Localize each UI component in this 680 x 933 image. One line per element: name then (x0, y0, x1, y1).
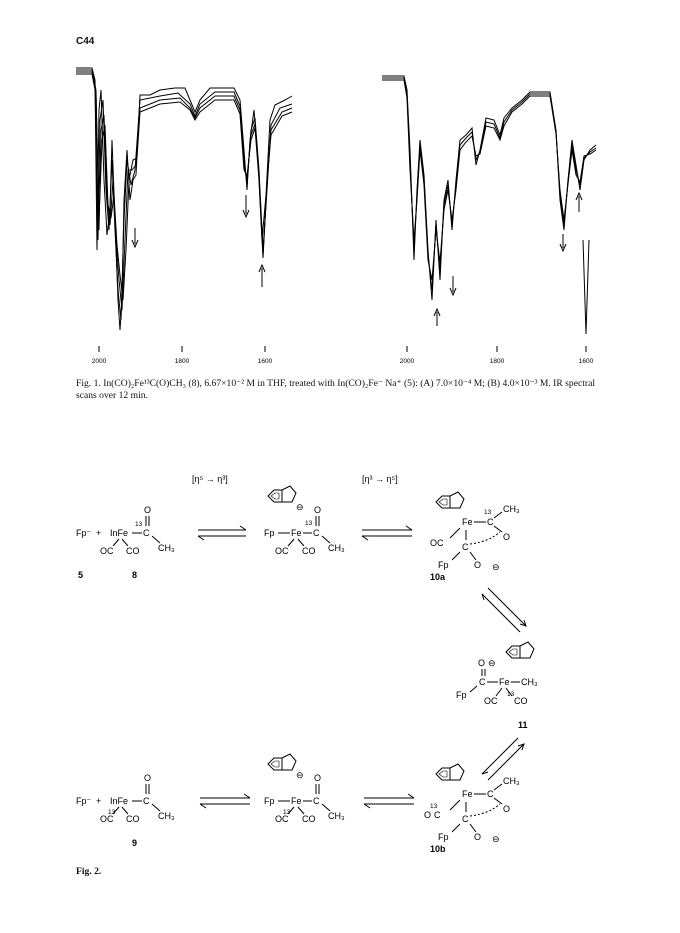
svg-text:CH₃: CH₃ (503, 504, 520, 514)
equilibrium-arrow (362, 526, 412, 540)
fig2-scheme (0, 440, 680, 860)
svg-text:C: C (487, 517, 494, 527)
svg-text:CH₃: CH₃ (158, 811, 175, 821)
svg-text:Fe: Fe (291, 528, 302, 538)
svg-text:OC: OC (275, 814, 289, 824)
intermediate-eta3-13co (264, 754, 345, 824)
svg-text:CH₃: CH₃ (328, 811, 345, 821)
svg-text:O: O (503, 532, 511, 542)
svg-text:OC: OC (100, 814, 114, 824)
svg-text:+: + (96, 796, 102, 806)
page-label: C44 (76, 36, 95, 47)
svg-text:CO: CO (302, 546, 316, 556)
svg-text:Fp: Fp (438, 832, 449, 842)
fig1-spectra (0, 0, 680, 380)
equilibrium-arrow (364, 794, 414, 808)
svg-text:Fp: Fp (264, 528, 275, 538)
fig1-panel-a-tick: 2000 (91, 358, 107, 365)
svg-text:13: 13 (507, 691, 515, 698)
svg-text:O: O (478, 658, 486, 668)
fig1-panel-a-trace (76, 74, 292, 300)
equilibrium-arrow (482, 738, 524, 780)
svg-text:CO: CO (302, 814, 316, 824)
svg-text:InFe: InFe (110, 796, 129, 806)
svg-text:13: 13 (283, 809, 291, 816)
fig1-panel-a (76, 68, 292, 352)
svg-text:C: C (479, 677, 486, 687)
fig1-panel-b-tick: 2000 (399, 358, 415, 365)
svg-text:O: O (424, 810, 432, 820)
svg-text:Fp: Fp (456, 690, 467, 700)
svg-text:CH₃: CH₃ (158, 543, 175, 553)
compound-10a (430, 492, 520, 582)
compound-5-8 (76, 505, 175, 580)
svg-text:InFe: InFe (110, 528, 129, 538)
compound-label: 10a (430, 572, 446, 582)
svg-text:Fe: Fe (291, 796, 302, 806)
fig2-arrow-label: [η⁵ → η³] (192, 474, 228, 484)
svg-text:Fe: Fe (462, 517, 473, 527)
compound-label: 5 (78, 570, 84, 580)
svg-text:C: C (313, 796, 320, 806)
svg-text:+: + (96, 528, 102, 538)
svg-text:Fp⁻: Fp⁻ (76, 528, 92, 538)
compound-5-9 (76, 773, 175, 848)
fig1-panel-a-tick: 1600 (257, 358, 273, 365)
fig1-panel-b-peak (583, 240, 589, 334)
svg-text:OC: OC (275, 546, 289, 556)
svg-text:OC: OC (100, 546, 114, 556)
svg-text:CH₃: CH₃ (328, 543, 345, 553)
svg-text:⊖: ⊖ (492, 562, 500, 572)
svg-text:Fp: Fp (264, 796, 275, 806)
compound-label: 9 (132, 838, 138, 848)
svg-text:⊖: ⊖ (296, 770, 304, 780)
svg-text:13: 13 (305, 520, 313, 527)
svg-text:C: C (143, 528, 150, 538)
svg-text:C: C (434, 810, 441, 820)
svg-text:C: C (313, 528, 320, 538)
compound-10b (424, 764, 520, 854)
svg-text:⊖: ⊖ (488, 658, 496, 668)
compound-label: 10b (430, 844, 446, 854)
fig1-panel-b-tick: 1600 (578, 358, 594, 365)
svg-text:O: O (474, 560, 482, 570)
svg-text:CO: CO (126, 814, 140, 824)
svg-text:O: O (503, 804, 511, 814)
svg-text:O: O (314, 773, 322, 783)
svg-text:Fp: Fp (438, 560, 449, 570)
svg-text:OC: OC (484, 696, 498, 706)
svg-text:13: 13 (430, 803, 438, 810)
svg-text:OC: OC (430, 538, 444, 548)
equilibrium-arrow (482, 588, 526, 632)
svg-text:⊖: ⊖ (492, 834, 500, 844)
compound-label: 8 (132, 570, 138, 580)
svg-text:O: O (144, 773, 152, 783)
compound-label: 11 (518, 720, 528, 730)
compound-11 (456, 642, 538, 730)
svg-text:O: O (474, 832, 482, 842)
fig1-panel-b-tick: 1800 (489, 358, 505, 365)
svg-text:Fe: Fe (462, 789, 473, 799)
svg-text:C: C (143, 796, 150, 806)
svg-text:13: 13 (484, 509, 492, 516)
fig1-panel-a-tick: 1800 (174, 358, 190, 365)
svg-text:CO: CO (126, 546, 140, 556)
svg-text:CH₃: CH₃ (521, 677, 538, 687)
fig2-caption: Fig. 2. (76, 866, 102, 877)
svg-text:C: C (462, 814, 469, 824)
svg-text:CH₃: CH₃ (503, 776, 520, 786)
svg-text:13: 13 (108, 809, 116, 816)
svg-text:C: C (487, 789, 494, 799)
equilibrium-arrow (198, 526, 246, 540)
fig1-caption: Fig. 1. In(CO)₂Fe¹³C(O)CH₃ (8), 6.67×10⁻² M in THF, treated with In(CO)₂Fe⁻ Na⁺ (5): (A) 7.0×10⁻⁴ M; (B) 4.0×10⁻³ M. IR spectral scans over 12 min. (76, 378, 596, 401)
svg-text:Fp⁻: Fp⁻ (76, 796, 92, 806)
intermediate-eta3 (264, 486, 345, 556)
svg-text:C: C (462, 542, 469, 552)
svg-text:Fe: Fe (499, 677, 510, 687)
svg-text:O: O (314, 505, 322, 515)
equilibrium-arrow (200, 794, 250, 808)
svg-text:13: 13 (135, 521, 143, 528)
svg-text:O: O (144, 505, 152, 515)
svg-text:CO: CO (514, 696, 528, 706)
fig2-arrow-label: [η³ → η⁵] (362, 474, 398, 484)
fig1-panel-b-trace (382, 76, 596, 300)
svg-text:⊖: ⊖ (296, 502, 304, 512)
fig1-panel-b (382, 76, 596, 352)
